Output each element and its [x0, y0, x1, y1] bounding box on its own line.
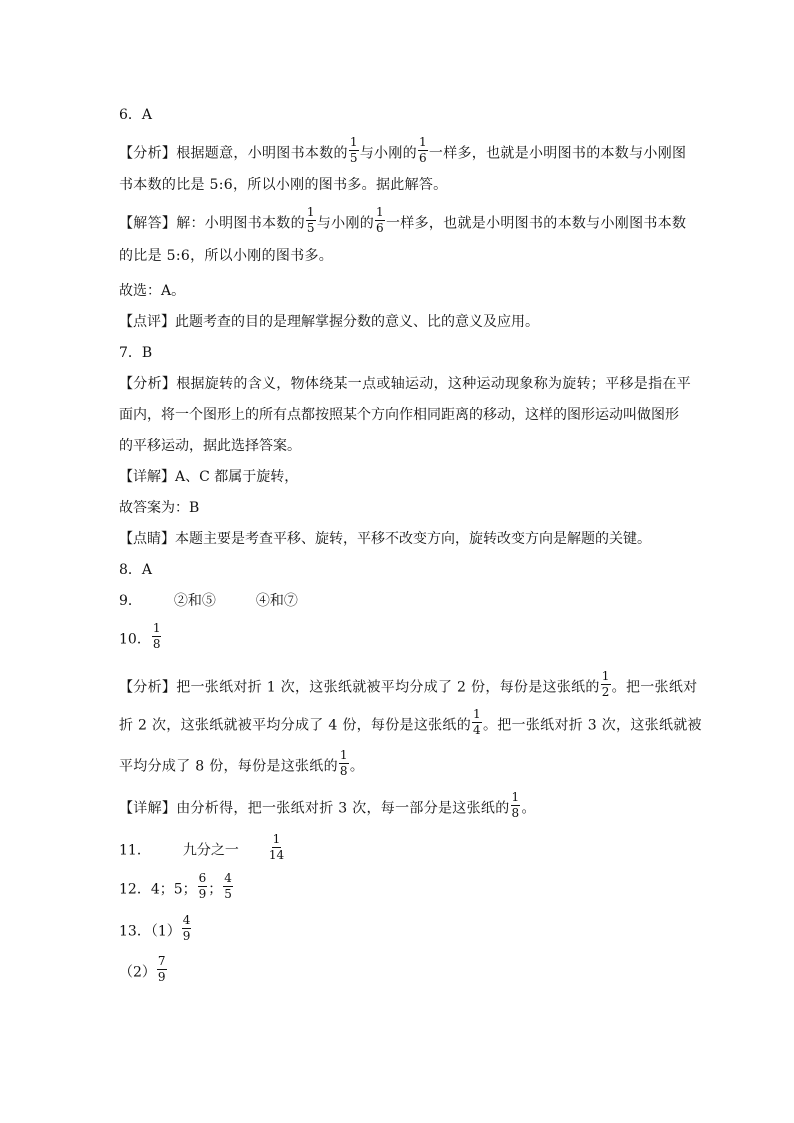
fraction: $\frac{1}{4}$	[473, 707, 481, 737]
q6-answer-line-2: 的比是 5:6，所以小刚的图书多。	[119, 248, 334, 264]
q10-analysis-line-1: 【分析】把一张纸对折 1 次，这张纸就被平均分成了 2 份，每份是这张纸的 $\frac{1}{2}$ 。把一张纸对	[119, 669, 698, 699]
fraction: $\frac{1}{6}$	[376, 205, 384, 235]
q6-review: 【点评】此题考查的目的是理解掌握分数的意义、比的意义及应用。	[119, 314, 539, 330]
review-tag: 【点评】	[119, 314, 175, 330]
fraction: $\frac{4}{9}$	[182, 913, 191, 943]
q10-analysis-line-2: 折 2 次，这张纸就被平均分成了 4 份，每份是这张纸的 $\frac{1}{4}$ 。把一张纸对折 3 次，这张纸就被	[119, 707, 702, 737]
fraction: $\frac{1}{8}$	[339, 748, 348, 778]
q13-part-2: （2） $\frac{7}{9}$	[119, 954, 166, 984]
analysis-tag: 【分析】	[119, 376, 177, 392]
fraction: $\frac{1}{5}$	[349, 135, 358, 165]
q6-choice: 故选：A。	[119, 283, 186, 299]
review-tag: 【点睛】	[119, 531, 175, 547]
q7-review: 【点睛】本题主要是考查平移、旋转，平移不改变方向，旋转改变方向是解题的关键。	[119, 531, 651, 547]
q9-answer: 9． ②和⑤ ④和⑦	[119, 593, 298, 609]
q11-answer: 11． 九分之一 $\frac{1}{14}$	[119, 832, 285, 862]
fraction: $\frac{6}{9}$	[198, 871, 207, 901]
q6-answer-line-1: 【解答】解：小明图书本数的 $\frac{1}{5}$ 与小刚的 $\frac{1}{6}$ 一样多，也就是小明图书的本数与小刚图书本数	[119, 205, 687, 235]
q7-analysis-line-2: 面内，将一个图形上的所有点都按照某个方向作相同距离的移动，这样的图形运动叫做图形	[119, 407, 679, 423]
answer-tag: 【解答】	[119, 215, 177, 232]
q7-analysis-line-1: 【分析】根据旋转的含义，物体绕某一点或轴运动，这种运动现象称为旋转；平移是指在平	[119, 376, 692, 392]
fraction: $\frac{4}{5}$	[224, 871, 232, 901]
fraction: $\frac{1}{6}$	[418, 135, 427, 165]
fraction: $\frac{1}{2}$	[601, 669, 610, 699]
analysis-tag: 【分析】	[119, 679, 177, 696]
fraction: $\frac{1}{8}$	[511, 790, 520, 820]
q7-heading: 7．B	[119, 345, 153, 361]
q10-analysis-line-3: 平均分成了 8 份，每份是这张纸的 $\frac{1}{8}$ 。	[119, 748, 365, 778]
detail-tag: 【详解】	[119, 800, 177, 817]
q13-part-1: 13．（1） $\frac{4}{9}$	[119, 913, 191, 943]
q6-analysis-line-1: 【分析】根据题意，小明图书本数的 $\frac{1}{5}$ 与小刚的 $\frac{1}{6}$ 一样多，也就是小明图书的本数与小刚图	[119, 135, 687, 165]
q7-analysis-line-3: 的平移运动，据此选择答案。	[119, 438, 301, 454]
q6-analysis-line-2: 书本数的比是 5:6，所以小刚的图书多。据此解答。	[119, 177, 448, 193]
q10-answer: 10． $\frac{1}{8}$	[119, 621, 161, 651]
q7-detail: 【详解】A、C 都属于旋转，	[119, 469, 299, 485]
detail-tag: 【详解】	[119, 469, 175, 485]
q6-heading: 6．A	[119, 107, 153, 123]
q7-answer: 故答案为：B	[119, 500, 200, 516]
analysis-tag: 【分析】	[119, 145, 177, 162]
fraction: $\frac{1}{8}$	[152, 621, 161, 651]
q8-heading: 8．A	[119, 562, 153, 578]
fraction: $\frac{7}{9}$	[157, 954, 166, 984]
q10-detail: 【详解】由分析得，把一张纸对折 3 次，每一部分是这张纸的 $\frac{1}{8}$ 。	[119, 790, 536, 820]
fraction: $\frac{1}{5}$	[306, 205, 315, 235]
q12-answer: 12．4；5； $\frac{6}{9}$ ； $\frac{4}{5}$	[119, 871, 232, 901]
fraction: $\frac{1}{14}$	[268, 832, 285, 862]
